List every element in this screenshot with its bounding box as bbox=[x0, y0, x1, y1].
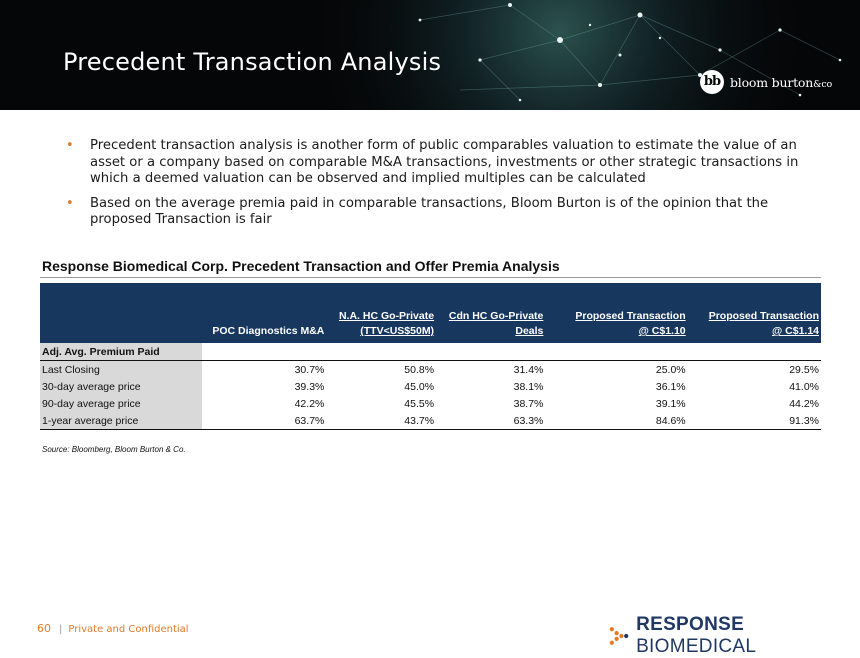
col-header-proposed-110: Proposed Transaction @ C$1.10 bbox=[575, 310, 686, 337]
premia-table bbox=[40, 283, 821, 430]
col-header-poc: POC Diagnostics M&A bbox=[212, 325, 325, 337]
header-blank bbox=[40, 283, 202, 343]
response-biomedical-logo bbox=[608, 614, 860, 658]
cell-value: 63.3% bbox=[436, 412, 545, 430]
cell-value: 84.6% bbox=[545, 412, 687, 430]
source-note: Source: Bloomberg, Bloom Burton & Co. bbox=[42, 445, 186, 454]
row-label: 30-day average price bbox=[40, 378, 202, 395]
cell-value: 29.5% bbox=[789, 363, 819, 376]
bullet-list bbox=[66, 138, 806, 237]
title-divider bbox=[40, 277, 821, 278]
page-title: Precedent Transaction Analysis bbox=[63, 48, 442, 76]
table-header-row bbox=[40, 283, 821, 343]
brand-wordmark: RESPONSE BIOMEDICAL bbox=[636, 614, 757, 657]
chevron-logo-icon bbox=[608, 625, 629, 647]
col-header-cdn-go-private: Cdn HC Go-Private Deals bbox=[448, 310, 544, 337]
table-row bbox=[40, 395, 821, 412]
cell-value: 44.2% bbox=[789, 397, 819, 410]
cell-value: 42.2% bbox=[294, 397, 325, 410]
row-label: Last Closing bbox=[40, 361, 202, 379]
table-row bbox=[40, 361, 821, 379]
subheader-label: Adj. Avg. Premium Paid bbox=[40, 343, 202, 361]
row-label: 1-year average price bbox=[40, 412, 202, 430]
footer-left bbox=[37, 622, 189, 635]
cell-value: 30.7% bbox=[294, 363, 325, 376]
footer-separator: | bbox=[59, 624, 63, 635]
cell-value: 36.1% bbox=[655, 380, 686, 393]
cell-value: 45.5% bbox=[404, 397, 435, 410]
cell-value: 38.7% bbox=[513, 397, 544, 410]
bullet-icon: • bbox=[66, 138, 74, 153]
cell-value: 41.0% bbox=[789, 380, 819, 393]
cell-value: 43.7% bbox=[326, 412, 436, 430]
logo-name: bloom burton&co bbox=[730, 74, 833, 90]
cell-value: 45.0% bbox=[404, 380, 435, 393]
row-label: 90-day average price bbox=[40, 395, 202, 412]
table-title: Response Biomedical Corp. Precedent Transaction and Offer Premia Analysis bbox=[42, 258, 560, 274]
col-header-proposed-114: Proposed Transaction @ C$1.14 bbox=[708, 310, 819, 337]
page-number: 60 bbox=[37, 622, 51, 635]
cell-value: 38.1% bbox=[513, 380, 544, 393]
subheader-row bbox=[40, 343, 821, 361]
cell-value: 25.0% bbox=[655, 363, 686, 376]
cell-value: 91.3% bbox=[688, 412, 821, 430]
bullet-icon: • bbox=[66, 195, 74, 211]
header-banner bbox=[0, 0, 860, 110]
bullet-item: • Based on the average premia paid in comparable transactions, Bloom Burton is of the opinion that the proposed Transaction is fair bbox=[66, 195, 769, 227]
bullet-item: • Precedent transaction analysis is another form of public comparables valuation to estimate the value of an asset or a company based on comparable M&A transactions, investments or other strategic transactions in which a deemed valuation can be observed and implied multiples can be calculated bbox=[66, 138, 799, 186]
cell-value: 63.7% bbox=[202, 412, 326, 430]
cell-value: 50.8% bbox=[404, 363, 435, 376]
confidential-label: Private and Confidential bbox=[68, 624, 189, 635]
table-row bbox=[40, 378, 821, 395]
cell-value: 31.4% bbox=[513, 363, 544, 376]
col-header-na-go-private: N.A. HC Go-Private (TTV<US$50M) bbox=[338, 310, 435, 337]
bloom-burton-logo bbox=[700, 68, 832, 96]
logo-mark: bb bbox=[700, 70, 724, 94]
cell-value: 39.3% bbox=[294, 380, 325, 393]
cell-value: 39.1% bbox=[655, 397, 686, 410]
table-row bbox=[40, 412, 821, 430]
